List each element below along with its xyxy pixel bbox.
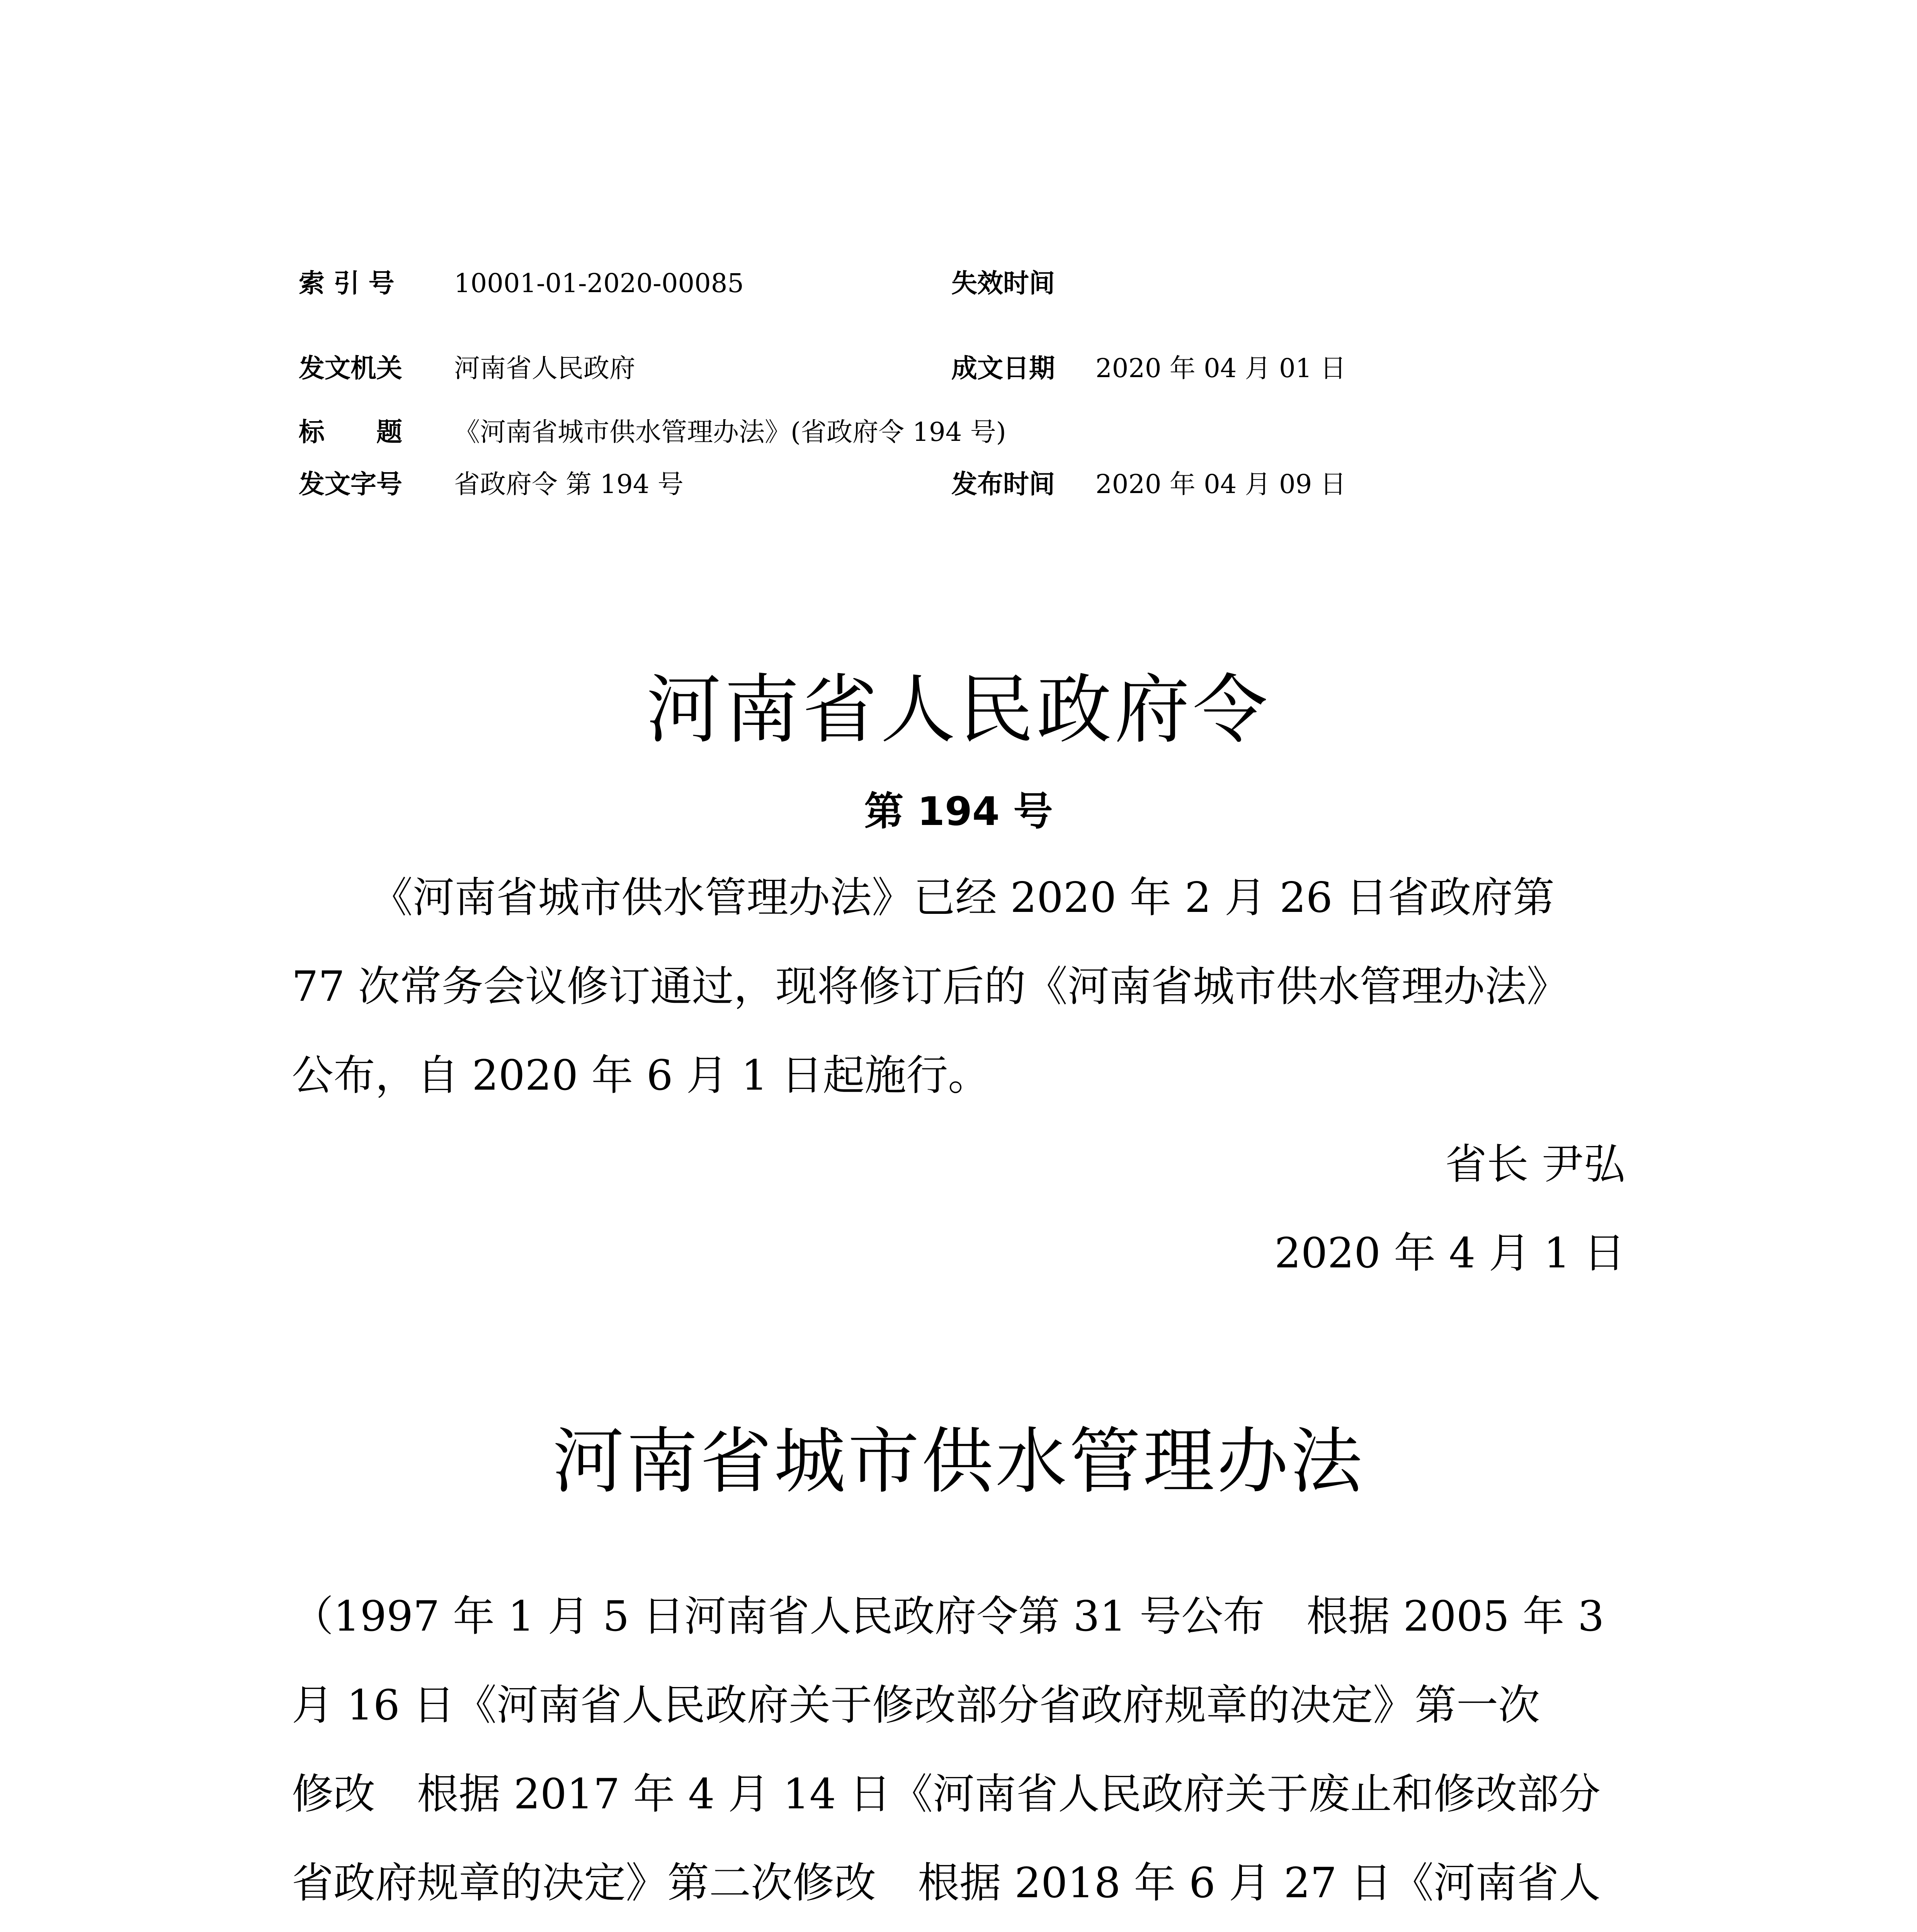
creation-date-label: 成文日期 [951, 353, 1055, 383]
order-body-line: 77 次常务会议修订通过，现将修订后的《河南省城市供水管理办法》 [292, 963, 1568, 1011]
issuing-authority-label: 发文机关 [299, 353, 402, 383]
order-body-line: 《河南省城市供水管理办法》已经 2020 年 2 月 26 日省政府第 [371, 874, 1555, 922]
expiry-time-label: 失效时间 [951, 268, 1055, 298]
publish-time-label: 发布时间 [951, 469, 1055, 499]
issuing-authority-value: 河南省人民政府 [454, 353, 635, 383]
order-body-line: 公布，自 2020 年 6 月 1 日起施行。 [292, 1051, 990, 1100]
history-line: 省政府规章的决定》第二次修改 根据 2018 年 6 月 27 日《河南省人 [292, 1859, 1601, 1907]
history-line: （1997 年 1 月 5 日河南省人民政府令第 31 号公布 根据 2005 年 3 [292, 1592, 1604, 1641]
order-date: 2020 年 4 月 1 日 [1274, 1229, 1625, 1277]
index-no-label: 索 引 号 [299, 268, 395, 298]
history-line: 修改 根据 2017 年 4 月 14 日《河南省人民政府关于废止和修改部分 [292, 1770, 1601, 1818]
document-no-value: 省政府令 第 194 号 [454, 469, 684, 499]
document-no-label: 发文字号 [299, 469, 402, 499]
index-no-value: 10001-01-2020-00085 [454, 268, 744, 298]
law-title: 河南省城市供水管理办法 [553, 1420, 1364, 1503]
title-value: 《河南省城市供水管理办法》(省政府令 194 号) [454, 417, 1006, 447]
creation-date-value: 2020 年 04 月 01 日 [1095, 353, 1346, 383]
order-number: 第 194 号 [864, 789, 1053, 835]
publish-time-value: 2020 年 04 月 09 日 [1095, 469, 1346, 499]
title-label: 标 题 [299, 417, 402, 447]
history-line: 月 16 日《河南省人民政府关于修改部分省政府规章的决定》第一次 [292, 1681, 1540, 1730]
order-title: 河南省人民政府令 [646, 666, 1271, 753]
signature: 省长 尹弘 [1445, 1140, 1625, 1189]
